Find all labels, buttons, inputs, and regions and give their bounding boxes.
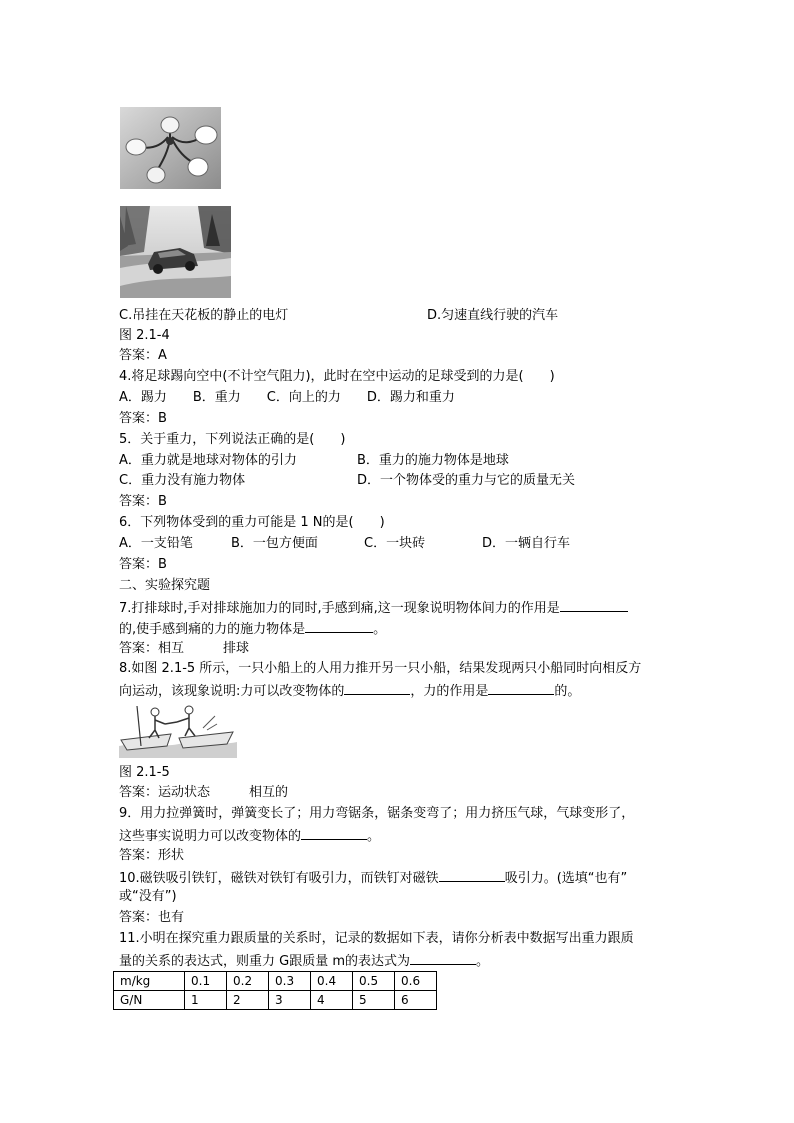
answer-blank bbox=[439, 868, 505, 882]
section-heading-experiments: 二、实验探究题 bbox=[119, 578, 211, 593]
question-10-line-1 bbox=[119, 868, 627, 888]
car-driving-image bbox=[120, 206, 231, 298]
question-6-option-b: B．一包方便面 bbox=[231, 536, 318, 551]
question-7-text-1: 7.打排球时,手对排球施加力的同时,手感到痛,这一现象说明物体间力的作用是 bbox=[119, 601, 560, 616]
answer-blank bbox=[560, 598, 628, 612]
question-6-option-a: A．一支铅笔 bbox=[119, 536, 193, 551]
mass-weight-table bbox=[113, 971, 437, 1010]
question-7-line-2 bbox=[119, 619, 386, 639]
answer-10: 答案：也有 bbox=[119, 910, 185, 925]
question-10-text-1: 10.磁铁吸引铁钉，磁铁对铁钉有吸引力，而铁钉对磁铁 bbox=[119, 871, 439, 886]
answer-blank bbox=[344, 681, 410, 695]
option-c: C.吊挂在天花板的静止的电灯 bbox=[119, 308, 289, 323]
table-cell: 0.5 bbox=[353, 972, 395, 991]
question-11-line-1: 11.小明在探究重力跟质量的关系时，记录的数据如下表，请你分析表中数据写出重力跟质 bbox=[119, 931, 634, 946]
question-9-line-2 bbox=[119, 826, 380, 846]
question-5-option-d: D．一个物体受的重力与它的质量无关 bbox=[357, 473, 576, 488]
question-5-option-a: A．重力就是地球对物体的引力 bbox=[119, 453, 297, 468]
answer-5: 答案：B bbox=[119, 494, 167, 509]
question-5: 5．关于重力，下列说法正确的是( ) bbox=[119, 432, 346, 447]
table-cell: 5 bbox=[353, 991, 395, 1010]
question-8-text-1: 向运动，该现象说明:力可以改变物体的 bbox=[119, 684, 345, 699]
ceiling-lamp-image bbox=[120, 107, 221, 189]
answer-9: 答案：形状 bbox=[119, 848, 185, 863]
table-row bbox=[114, 991, 437, 1010]
question-7-line-1 bbox=[119, 598, 628, 618]
table-cell: 1 bbox=[185, 991, 227, 1010]
question-7-text-2: 的,使手感到痛的力的施力物体是 bbox=[119, 622, 306, 637]
table-header-cell: G/N bbox=[114, 991, 185, 1010]
table-cell: 2 bbox=[227, 991, 269, 1010]
question-7-text-3: 。 bbox=[373, 622, 387, 637]
answer-3: 答案：A bbox=[119, 348, 167, 363]
answer-4: 答案：B bbox=[119, 411, 167, 426]
answer-blank bbox=[410, 951, 476, 965]
table-header-cell: m/kg bbox=[114, 972, 185, 991]
option-d: D.匀速直线行驶的汽车 bbox=[427, 308, 559, 323]
question-6-option-d: D．一辆自行车 bbox=[482, 536, 571, 551]
question-9-line-1: 9．用力拉弹簧时，弹簧变长了；用力弯锯条，锯条变弯了；用力挤压气球，气球变形了， bbox=[119, 806, 635, 821]
table-cell: 0.4 bbox=[311, 972, 353, 991]
figure-caption-2-1-5: 图 2.1-5 bbox=[119, 765, 170, 780]
question-10-line-2: 或“没有”) bbox=[119, 889, 177, 904]
table-cell: 0.6 bbox=[395, 972, 437, 991]
figure-caption-2-1-4: 图 2.1-4 bbox=[119, 328, 170, 343]
answer-8: 答案：运动状态 相互的 bbox=[119, 785, 289, 800]
answer-blank bbox=[301, 826, 367, 840]
table-cell: 6 bbox=[395, 991, 437, 1010]
answer-blank bbox=[488, 681, 554, 695]
question-11-text-1: 量的关系的表达式，则重力 G跟质量 m的表达式为 bbox=[119, 954, 411, 969]
question-4-options: A．踢力 B．重力 C．向上的力 D．踢力和重力 bbox=[119, 390, 455, 405]
question-9-text-2: 。 bbox=[367, 829, 381, 844]
question-6-option-c: C．一块砖 bbox=[364, 536, 426, 551]
question-4: 4.将足球踢向空中(不计空气阻力)，此时在空中运动的足球受到的力是( ) bbox=[119, 369, 555, 384]
answer-7: 答案：相互 排球 bbox=[119, 641, 250, 656]
question-8-text-2: ，力的作用是 bbox=[410, 684, 489, 699]
table-cell: 3 bbox=[269, 991, 311, 1010]
table-cell: 0.3 bbox=[269, 972, 311, 991]
question-8-line-2 bbox=[119, 681, 580, 701]
table-cell: 4 bbox=[311, 991, 353, 1010]
question-9-text-1: 这些事实说明力可以改变物体的 bbox=[119, 829, 302, 844]
question-5-option-b: B．重力的施力物体是地球 bbox=[357, 453, 509, 468]
question-5-option-c: C．重力没有施力物体 bbox=[119, 473, 246, 488]
question-6: 6．下列物体受到的重力可能是 1 N的是( ) bbox=[119, 515, 385, 530]
table-cell: 0.2 bbox=[227, 972, 269, 991]
answer-6: 答案：B bbox=[119, 557, 167, 572]
question-8-text-3: 的。 bbox=[554, 684, 581, 699]
question-11-text-2: 。 bbox=[476, 954, 490, 969]
boats-illustration bbox=[119, 702, 237, 758]
table-row bbox=[114, 972, 437, 991]
answer-blank bbox=[305, 619, 373, 633]
question-8-line-1: 8.如图 2.1-5 所示，一只小船上的人用力推开另一只小船，结果发现两只小船同时向相反方 bbox=[119, 661, 642, 676]
question-11-line-2 bbox=[119, 951, 489, 971]
question-10-text-2: 吸引力。(选填“也有” bbox=[504, 871, 628, 886]
table-cell: 0.1 bbox=[185, 972, 227, 991]
